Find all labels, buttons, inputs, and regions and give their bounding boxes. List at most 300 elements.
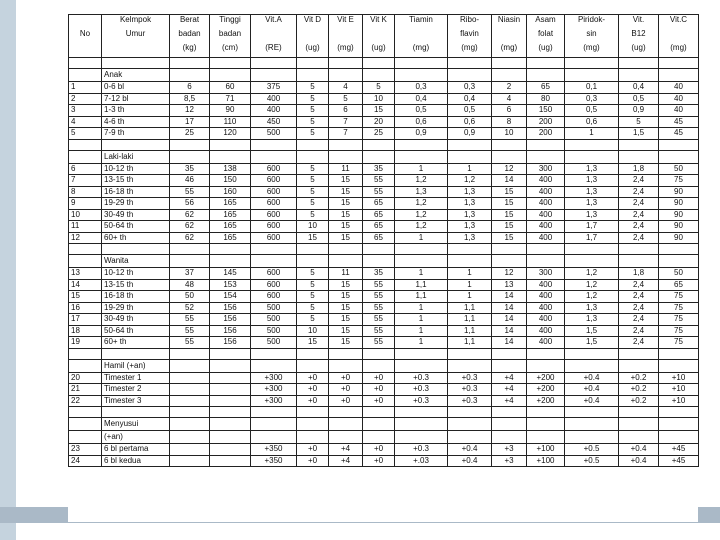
cell-vita: 500 bbox=[251, 325, 297, 337]
cell-tinggi bbox=[210, 372, 251, 384]
cell-pirid: 1,3 bbox=[565, 209, 619, 221]
spacer-row bbox=[69, 58, 699, 69]
cell-no: 12 bbox=[69, 232, 102, 244]
cell-no: 2 bbox=[69, 93, 102, 105]
table-row bbox=[69, 186, 699, 198]
cell-kelompok: 50-64 th bbox=[102, 325, 170, 337]
cell-niasin: +4 bbox=[492, 384, 527, 396]
cell-vite: 5 bbox=[329, 93, 363, 105]
table-row bbox=[69, 372, 699, 384]
cell-vite: 15 bbox=[329, 314, 363, 326]
cell-kelompok: 19-29 th bbox=[102, 302, 170, 314]
cell-ribo: +0.3 bbox=[448, 372, 492, 384]
cell-kelompok: 50-64 th bbox=[102, 221, 170, 233]
cell-vitd: 10 bbox=[297, 325, 329, 337]
cell-vitk: 25 bbox=[363, 128, 395, 140]
table-row bbox=[69, 395, 699, 407]
cell-kelompok: 7-9 th bbox=[102, 128, 170, 140]
cell-b12: 2,4 bbox=[619, 337, 659, 349]
table-row bbox=[69, 291, 699, 303]
cell-no: 10 bbox=[69, 209, 102, 221]
cell-b12: 1,5 bbox=[619, 128, 659, 140]
cell-asam: +200 bbox=[527, 384, 565, 396]
cell-tiamin: 1 bbox=[395, 232, 448, 244]
cell-vitc: 50 bbox=[659, 268, 699, 280]
cell-pirid: +0.4 bbox=[565, 395, 619, 407]
table-row bbox=[69, 163, 699, 175]
header-cell-no: No bbox=[69, 29, 102, 43]
cell-vitd: 5 bbox=[297, 279, 329, 291]
cell-niasin: +3 bbox=[492, 455, 527, 467]
cell-pirid: 0,6 bbox=[565, 116, 619, 128]
header-cell-no bbox=[69, 15, 102, 30]
header-cell-b12: (ug) bbox=[619, 43, 659, 58]
cell-asam: 400 bbox=[527, 209, 565, 221]
cell-vite: 15 bbox=[329, 198, 363, 210]
cell-asam: 400 bbox=[527, 221, 565, 233]
cell-niasin: 15 bbox=[492, 221, 527, 233]
cell-asam: +100 bbox=[527, 444, 565, 456]
cell-berat: 55 bbox=[170, 325, 210, 337]
cell-berat: 37 bbox=[170, 268, 210, 280]
cell-pirid: +0.5 bbox=[565, 444, 619, 456]
cell-vitd: 5 bbox=[297, 291, 329, 303]
cell-vitd: 5 bbox=[297, 105, 329, 117]
table-row bbox=[69, 232, 699, 244]
cell-b12: 2,4 bbox=[619, 186, 659, 198]
cell-berat: 56 bbox=[170, 198, 210, 210]
cell-pirid: 0,5 bbox=[565, 105, 619, 117]
header-cell-vite: Vit E bbox=[329, 15, 363, 30]
cell-tinggi: 145 bbox=[210, 268, 251, 280]
cell-tiamin: 1,1 bbox=[395, 279, 448, 291]
cell-tinggi: 71 bbox=[210, 93, 251, 105]
cell-berat: 50 bbox=[170, 291, 210, 303]
cell-vite: +0 bbox=[329, 395, 363, 407]
section-header-row bbox=[69, 255, 699, 268]
section-name: Laki-laki bbox=[102, 150, 170, 163]
header-cell-berat: (kg) bbox=[170, 43, 210, 58]
cell-vitc: 45 bbox=[659, 128, 699, 140]
cell-niasin: 14 bbox=[492, 337, 527, 349]
cell-vite: +4 bbox=[329, 444, 363, 456]
cell-kelompok: 1-3 th bbox=[102, 105, 170, 117]
header-cell-kelompok: Umur bbox=[102, 29, 170, 43]
cell-asam: 400 bbox=[527, 291, 565, 303]
spacer-row bbox=[69, 244, 699, 255]
cell-vitd: 5 bbox=[297, 175, 329, 187]
cell-tiamin: 1 bbox=[395, 302, 448, 314]
cell-tinggi: 153 bbox=[210, 279, 251, 291]
cell-tinggi: 156 bbox=[210, 325, 251, 337]
table-row bbox=[69, 302, 699, 314]
table-row bbox=[69, 128, 699, 140]
cell-pirid: 1,3 bbox=[565, 302, 619, 314]
cell-vite: 7 bbox=[329, 116, 363, 128]
cell-vite: 15 bbox=[329, 221, 363, 233]
cell-niasin: 14 bbox=[492, 291, 527, 303]
header-cell-niasin: Niasin bbox=[492, 15, 527, 30]
nutrition-table bbox=[68, 14, 699, 467]
cell-ribo: +0.4 bbox=[448, 455, 492, 467]
cell-tinggi: 156 bbox=[210, 337, 251, 349]
cell-b12: +0.2 bbox=[619, 372, 659, 384]
cell-vitd: 5 bbox=[297, 128, 329, 140]
table-row bbox=[69, 384, 699, 396]
header-row bbox=[69, 29, 699, 43]
cell-vitd: +0 bbox=[297, 372, 329, 384]
cell-vitc: +45 bbox=[659, 444, 699, 456]
cell-kelompok: 7-12 bl bbox=[102, 93, 170, 105]
cell-vite: 11 bbox=[329, 163, 363, 175]
cell-tinggi: 165 bbox=[210, 198, 251, 210]
cell-vite: 15 bbox=[329, 279, 363, 291]
cell-berat bbox=[170, 444, 210, 456]
cell-vitd: 5 bbox=[297, 82, 329, 94]
cell-vitk: +0 bbox=[363, 444, 395, 456]
cell-asam: 65 bbox=[527, 82, 565, 94]
cell-vite: +0 bbox=[329, 384, 363, 396]
section-name: Hamil (+an) bbox=[102, 359, 170, 372]
cell-vita: 500 bbox=[251, 337, 297, 349]
cell-vitk: 65 bbox=[363, 232, 395, 244]
cell-ribo: 1,3 bbox=[448, 232, 492, 244]
header-cell-vitc: (mg) bbox=[659, 43, 699, 58]
cell-niasin: 14 bbox=[492, 302, 527, 314]
cell-berat: 12 bbox=[170, 105, 210, 117]
cell-b12: 2,4 bbox=[619, 221, 659, 233]
cell-ribo: +0.3 bbox=[448, 384, 492, 396]
cell-kelompok: 16-18 th bbox=[102, 186, 170, 198]
cell-berat: 17 bbox=[170, 116, 210, 128]
cell-tinggi: 156 bbox=[210, 302, 251, 314]
cell-no: 4 bbox=[69, 116, 102, 128]
header-cell-vitc: Vit.C bbox=[659, 15, 699, 30]
cell-kelompok: 60+ th bbox=[102, 337, 170, 349]
cell-tinggi: 138 bbox=[210, 163, 251, 175]
cell-berat: 55 bbox=[170, 337, 210, 349]
cell-no: 11 bbox=[69, 221, 102, 233]
cell-asam: 400 bbox=[527, 314, 565, 326]
cell-pirid: +0.5 bbox=[565, 455, 619, 467]
cell-b12: 2,4 bbox=[619, 198, 659, 210]
cell-niasin: 2 bbox=[492, 82, 527, 94]
header-cell-asam: (ug) bbox=[527, 43, 565, 58]
cell-tinggi: 60 bbox=[210, 82, 251, 94]
cell-niasin: 15 bbox=[492, 186, 527, 198]
cell-b12: 2,4 bbox=[619, 175, 659, 187]
cell-no: 17 bbox=[69, 314, 102, 326]
cell-vitk: 20 bbox=[363, 116, 395, 128]
cell-vitc: 40 bbox=[659, 105, 699, 117]
cell-vitk: +0 bbox=[363, 384, 395, 396]
cell-tiamin: 1,2 bbox=[395, 221, 448, 233]
cell-vite: 15 bbox=[329, 302, 363, 314]
cell-vitd: 5 bbox=[297, 163, 329, 175]
header-cell-berat: Berat bbox=[170, 15, 210, 30]
cell-vitd: +0 bbox=[297, 455, 329, 467]
cell-vitd: 5 bbox=[297, 302, 329, 314]
cell-vitd: 15 bbox=[297, 232, 329, 244]
cell-vitk: +0 bbox=[363, 372, 395, 384]
cell-no: 1 bbox=[69, 82, 102, 94]
table-row bbox=[69, 444, 699, 456]
cell-vitk: 55 bbox=[363, 325, 395, 337]
header-cell-tinggi: (cm) bbox=[210, 43, 251, 58]
cell-no: 21 bbox=[69, 384, 102, 396]
cell-vitk: 65 bbox=[363, 198, 395, 210]
cell-vita: 450 bbox=[251, 116, 297, 128]
cell-kelompok: 16-18 th bbox=[102, 291, 170, 303]
cell-vitc: +10 bbox=[659, 384, 699, 396]
cell-tinggi: 165 bbox=[210, 232, 251, 244]
cell-tiamin: 1 bbox=[395, 268, 448, 280]
cell-b12: 2,4 bbox=[619, 325, 659, 337]
cell-vita: 600 bbox=[251, 198, 297, 210]
cell-ribo: 1 bbox=[448, 268, 492, 280]
cell-vitd: 5 bbox=[297, 268, 329, 280]
header-cell-no bbox=[69, 43, 102, 58]
cell-vita: 375 bbox=[251, 82, 297, 94]
cell-berat: 35 bbox=[170, 163, 210, 175]
header-cell-tiamin: Tiamin bbox=[395, 15, 448, 30]
cell-asam: +200 bbox=[527, 372, 565, 384]
cell-tiamin: +.03 bbox=[395, 455, 448, 467]
header-cell-b12: Vit. bbox=[619, 15, 659, 30]
cell-tiamin: 0,3 bbox=[395, 82, 448, 94]
header-cell-vitd bbox=[297, 29, 329, 43]
cell-tiamin: +0.3 bbox=[395, 372, 448, 384]
section-header-row bbox=[69, 431, 699, 444]
cell-ribo: 0,6 bbox=[448, 116, 492, 128]
cell-tinggi: 110 bbox=[210, 116, 251, 128]
header-cell-asam: Asam bbox=[527, 15, 565, 30]
cell-vite: 7 bbox=[329, 128, 363, 140]
cell-vitk: 65 bbox=[363, 209, 395, 221]
cell-no: 9 bbox=[69, 198, 102, 210]
header-cell-pirid: Piridok- bbox=[565, 15, 619, 30]
cell-vitk: 55 bbox=[363, 337, 395, 349]
cell-pirid: 1,3 bbox=[565, 314, 619, 326]
cell-ribo: +0.3 bbox=[448, 395, 492, 407]
cell-berat: 62 bbox=[170, 209, 210, 221]
cell-vitd: 5 bbox=[297, 198, 329, 210]
cell-vitc: 65 bbox=[659, 279, 699, 291]
cell-vitd: 5 bbox=[297, 314, 329, 326]
cell-tiamin: 1,1 bbox=[395, 291, 448, 303]
cell-tinggi: 90 bbox=[210, 105, 251, 117]
cell-vite: 15 bbox=[329, 186, 363, 198]
cell-niasin: 6 bbox=[492, 105, 527, 117]
cell-vita: 500 bbox=[251, 128, 297, 140]
header-cell-kelompok bbox=[102, 43, 170, 58]
cell-vitc: 75 bbox=[659, 302, 699, 314]
table-row bbox=[69, 337, 699, 349]
cell-tinggi: 165 bbox=[210, 209, 251, 221]
cell-berat bbox=[170, 372, 210, 384]
cell-berat: 6 bbox=[170, 82, 210, 94]
header-cell-vita bbox=[251, 29, 297, 43]
cell-tiamin: 1 bbox=[395, 314, 448, 326]
table-row bbox=[69, 221, 699, 233]
cell-ribo: 1 bbox=[448, 291, 492, 303]
cell-pirid: 1,2 bbox=[565, 268, 619, 280]
table-row bbox=[69, 198, 699, 210]
cell-no: 8 bbox=[69, 186, 102, 198]
cell-vite: 15 bbox=[329, 175, 363, 187]
cell-vitk: 5 bbox=[363, 82, 395, 94]
cell-vitk: +0 bbox=[363, 395, 395, 407]
header-cell-vitk: (ug) bbox=[363, 43, 395, 58]
header-cell-vitd: (ug) bbox=[297, 43, 329, 58]
header-cell-pirid: (mg) bbox=[565, 43, 619, 58]
cell-asam: 400 bbox=[527, 198, 565, 210]
cell-no: 24 bbox=[69, 455, 102, 467]
section-header-row bbox=[69, 150, 699, 163]
cell-ribo: 0,3 bbox=[448, 82, 492, 94]
cell-berat: 55 bbox=[170, 314, 210, 326]
cell-b12: 1,8 bbox=[619, 268, 659, 280]
cell-vitd: 15 bbox=[297, 337, 329, 349]
cell-vita: 400 bbox=[251, 105, 297, 117]
cell-pirid: 1,7 bbox=[565, 221, 619, 233]
cell-vita: 500 bbox=[251, 314, 297, 326]
cell-tiamin: 0,9 bbox=[395, 128, 448, 140]
cell-tiamin: 1,2 bbox=[395, 209, 448, 221]
cell-vita: 600 bbox=[251, 186, 297, 198]
cell-tiamin: 1,2 bbox=[395, 175, 448, 187]
cell-vite: 4 bbox=[329, 82, 363, 94]
cell-niasin: 14 bbox=[492, 314, 527, 326]
cell-vita: +350 bbox=[251, 444, 297, 456]
cell-tinggi: 165 bbox=[210, 221, 251, 233]
cell-no: 5 bbox=[69, 128, 102, 140]
cell-vitk: 55 bbox=[363, 302, 395, 314]
cell-vita: +300 bbox=[251, 372, 297, 384]
header-cell-tinggi: Tinggi bbox=[210, 15, 251, 30]
table-body bbox=[69, 15, 699, 467]
cell-asam: 80 bbox=[527, 93, 565, 105]
cell-berat bbox=[170, 395, 210, 407]
cell-no: 13 bbox=[69, 268, 102, 280]
cell-pirid: +0.4 bbox=[565, 372, 619, 384]
cell-kelompok: 10-12 th bbox=[102, 268, 170, 280]
cell-niasin: 15 bbox=[492, 198, 527, 210]
cell-tiamin: 1 bbox=[395, 337, 448, 349]
cell-pirid: 1 bbox=[565, 128, 619, 140]
cell-b12: 2,4 bbox=[619, 291, 659, 303]
cell-ribo: 1,3 bbox=[448, 186, 492, 198]
cell-tinggi bbox=[210, 444, 251, 456]
cell-vitk: 55 bbox=[363, 279, 395, 291]
header-cell-pirid: sin bbox=[565, 29, 619, 43]
cell-b12: 2,4 bbox=[619, 302, 659, 314]
section-name: Wanita bbox=[102, 255, 170, 268]
cell-no: 19 bbox=[69, 337, 102, 349]
header-cell-asam: folat bbox=[527, 29, 565, 43]
cell-vite: 15 bbox=[329, 232, 363, 244]
cell-asam: 300 bbox=[527, 163, 565, 175]
slide-content bbox=[68, 14, 698, 522]
table-row bbox=[69, 105, 699, 117]
table-row bbox=[69, 116, 699, 128]
cell-kelompok: Timester 1 bbox=[102, 372, 170, 384]
cell-tinggi bbox=[210, 384, 251, 396]
cell-vitc: 75 bbox=[659, 325, 699, 337]
cell-pirid: 1,2 bbox=[565, 279, 619, 291]
cell-pirid: 1,3 bbox=[565, 198, 619, 210]
cell-vita: +300 bbox=[251, 395, 297, 407]
cell-vita: 600 bbox=[251, 175, 297, 187]
header-cell-vitc bbox=[659, 29, 699, 43]
cell-tiamin: 1 bbox=[395, 163, 448, 175]
cell-vitk: 35 bbox=[363, 268, 395, 280]
cell-berat: 62 bbox=[170, 232, 210, 244]
section-name: (+an) bbox=[102, 431, 170, 444]
header-row bbox=[69, 15, 699, 30]
cell-niasin: 13 bbox=[492, 279, 527, 291]
cell-berat bbox=[170, 455, 210, 467]
cell-no: 16 bbox=[69, 302, 102, 314]
cell-vite: 6 bbox=[329, 105, 363, 117]
header-cell-ribo: flavin bbox=[448, 29, 492, 43]
cell-niasin: 14 bbox=[492, 325, 527, 337]
header-cell-tiamin bbox=[395, 29, 448, 43]
cell-vitk: 35 bbox=[363, 163, 395, 175]
header-cell-niasin: (mg) bbox=[492, 43, 527, 58]
cell-ribo: 1 bbox=[448, 163, 492, 175]
header-cell-vita: Vit.A bbox=[251, 15, 297, 30]
table-row bbox=[69, 82, 699, 94]
cell-b12: 2,4 bbox=[619, 314, 659, 326]
cell-vitd: 5 bbox=[297, 209, 329, 221]
cell-vitd: 10 bbox=[297, 221, 329, 233]
cell-b12: +0.4 bbox=[619, 444, 659, 456]
cell-pirid: 0,1 bbox=[565, 82, 619, 94]
cell-b12: 0,9 bbox=[619, 105, 659, 117]
cell-asam: 400 bbox=[527, 325, 565, 337]
cell-pirid: 1,5 bbox=[565, 325, 619, 337]
cell-tiamin: +0.3 bbox=[395, 384, 448, 396]
cell-berat: 8,5 bbox=[170, 93, 210, 105]
cell-vitc: 40 bbox=[659, 82, 699, 94]
cell-vitd: +0 bbox=[297, 395, 329, 407]
cell-vita: 600 bbox=[251, 268, 297, 280]
cell-tinggi bbox=[210, 395, 251, 407]
cell-vitc: 45 bbox=[659, 116, 699, 128]
cell-no: 14 bbox=[69, 279, 102, 291]
cell-niasin: 12 bbox=[492, 268, 527, 280]
cell-tiamin: 1,3 bbox=[395, 186, 448, 198]
cell-vitd: 5 bbox=[297, 116, 329, 128]
cell-vite: 15 bbox=[329, 337, 363, 349]
cell-vita: 600 bbox=[251, 209, 297, 221]
cell-kelompok: 30-49 th bbox=[102, 209, 170, 221]
cell-kelompok: 6 bl kedua bbox=[102, 455, 170, 467]
cell-vite: 11 bbox=[329, 268, 363, 280]
cell-vitc: +10 bbox=[659, 372, 699, 384]
header-cell-kelompok: Kelmpok bbox=[102, 15, 170, 30]
cell-vite: +0 bbox=[329, 372, 363, 384]
cell-kelompok: Timester 2 bbox=[102, 384, 170, 396]
cell-b12: 1,8 bbox=[619, 163, 659, 175]
table-row bbox=[69, 279, 699, 291]
cell-vitc: 90 bbox=[659, 209, 699, 221]
cell-b12: +0.2 bbox=[619, 395, 659, 407]
cell-tiamin: 0,6 bbox=[395, 116, 448, 128]
left-decoration-bar bbox=[0, 0, 16, 540]
header-cell-ribo: Ribo- bbox=[448, 15, 492, 30]
